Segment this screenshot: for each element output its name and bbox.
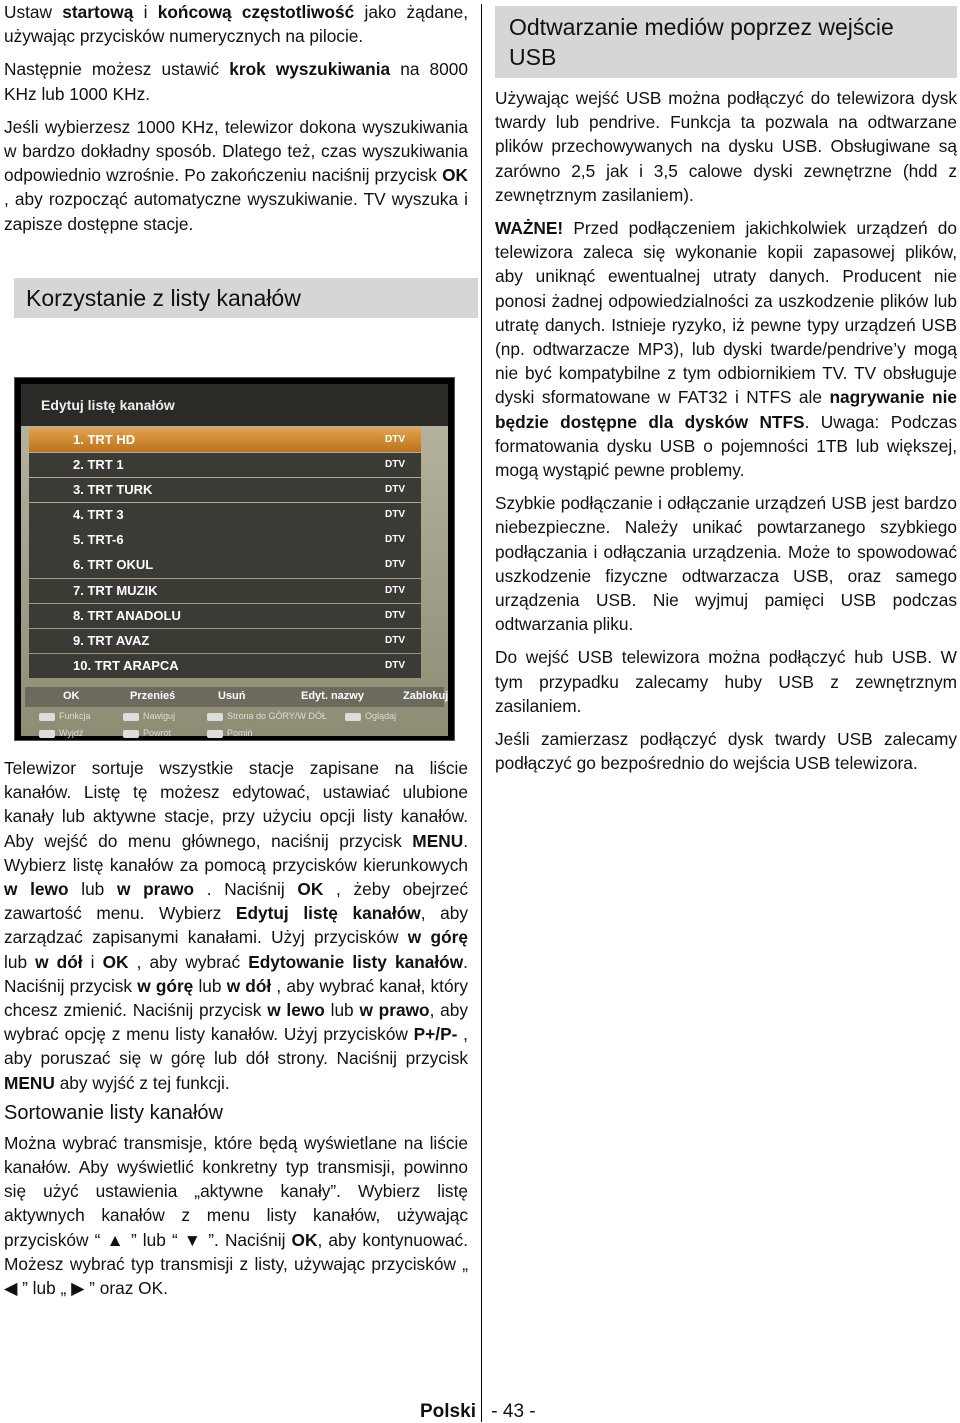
paragraph-usb-hub: Do wejść USB telewizora można podłączyć hub USB. W tym przypadku zalecamy huby USB z zewnętrznym zasilaniem. [495, 647, 957, 716]
menu-delete: Usuń [218, 690, 246, 702]
channel-row [29, 453, 421, 477]
channel-type: DTV [385, 634, 405, 646]
paragraph-channel-list: Telewizor sortuje wszystkie stacje zapisane na liście kanałów. Listę tę możesz edytować, ustawiać ulubione kanały lub aktywne stacje, przy użyciu opcji listy kanałów. Aby wejść do menu głównego, naciśnij przycisk MENU. Wybierz listę kanałów za pomocą przycisków kierunkowych w lewo lub w prawo . Naciśnij OK , żeby obejrzeć zawartość menu. Wybierz Edytuj listę kanałów, aby zarządzać zapisanymi kanałami. Użyj przycisków w górę lub w dół i OK , aby wybrać Edytowanie listy kanałów. Naciśnij przycisk w górę lub w dół , aby wybrać kanał, który chcesz zmienić. Naciśnij przycisk w lewo lub w prawo, aby wybrać opcję z menu listy kanałów. Użyj przycisków P+/P- , aby poruszać się w górę lub dół strony. Naciśnij przycisk MENU aby wyjść z tej funkcji. [4, 758, 469, 1093]
paragraph-1000khz: Jeśli wybierzesz 1000 KHz, telewizor dokona wyszukiwania w bardzo dokładny sposób. Dlatego też, czas wyszukiwania odpowiednio wzrośnie. Po zakończeniu naciśnij przycisk OK , aby rozpocząć automatyczne wyszukiwanie. TV wyszuka i zapisze dostępne stacje. [4, 116, 468, 234]
page-footer [420, 1401, 536, 1423]
channel-list-screenshot [14, 377, 455, 741]
paragraph-frequency: Ustaw startową i końcową częstotliwość jako żądane, używając przycisków numerycznych na pilocie. [4, 2, 468, 47]
screenshot-menu-bar [25, 687, 449, 707]
channel-type: DTV [385, 534, 405, 546]
channel-name: 5. TRT-6 [73, 532, 124, 548]
channel-name: 6. TRT OKUL [73, 557, 154, 573]
channel-type: DTV [385, 559, 405, 571]
paragraph-usb-hotplug: Szybkie podłączanie i odłączanie urządzeń USB jest bardzo niebezpieczne. Należy unikać powtarzanego szybkiego podłączania i odłączania urządzenia. Może to spowodować uszkodzenie fizyczne odtwarzacza USB, oraz samego urządzenia USB. Nie wyjmuj pamięci USB podczas odtwarzania pliku. [495, 493, 957, 635]
channel-type: DTV [385, 509, 405, 521]
channel-row [29, 428, 421, 452]
paragraph-usb-important: WAŻNE! Przed podłączeniem jakichkolwiek urządzeń do telewizora zaleca się wykonanie kopii zapasowej plików, aby uniknąć ewentualnej utraty danych. Producent nie ponosi żadnej odpowiedzialności za uszkodzenie plików lub utratę danych. Istnieje ryzyko, iż pewne typy urządzeń USB (np. odtwarzacze MP3), lub dyski twarde/pendrive’y mogą nie być kompatybilne z tym odbiornikiem TV. TV obsługuje dyski sformatowane w FAT32 i NTFS ale nagrywanie nie będzie dostępne dla dysków NTFS. Uwaga: Podczas formatowania dysku USB o pojemności 1TB lub większej, mogą wystąpić pewne problemy. [495, 218, 957, 481]
screenshot-title: Edytuj listę kanałów [21, 384, 448, 426]
channel-type: DTV [385, 434, 405, 445]
channel-row [29, 503, 421, 527]
channel-name: 3. TRT TURK [73, 482, 153, 498]
channel-type: DTV [385, 609, 405, 621]
channel-row [29, 528, 421, 552]
paragraph-sorting: Można wybrać transmisje, które będą wyświetlane na liście kanałów. Aby wyświetlić konkretny typ transmisji, powinno się użyć ustawienia „aktywne kanały”. Wybierz listę aktywnych kanałów z menu listy kanałów, używając przycisków “ ▲ ” lub “ ▼ ”. Naciśnij OK, aby kontynuować. Możesz wybrać typ transmisji z listy, używając przycisków „ ◀ ” lub „ ▶ ” oraz OK. [4, 1132, 468, 1299]
channel-type: DTV [385, 459, 405, 471]
paragraph-search-step: Następnie możesz ustawić krok wyszukiwania na 8000 KHz lub 1000 KHz. [4, 59, 468, 104]
section-heading-usb: Odtwarzanie mediów poprzez wejście USB [495, 6, 957, 78]
channel-row [29, 553, 421, 577]
paragraph-usb-hdd: Jeśli zamierzasz podłączyć dysk twardy USB zalecamy podłączyć go bezpośrednio do wejścia USB telewizora. [495, 729, 957, 774]
channel-list [29, 428, 421, 679]
right-column [495, 0, 957, 775]
channel-name: 4. TRT 3 [73, 507, 124, 523]
channel-row [29, 604, 421, 628]
menu-ok: OK [63, 690, 80, 702]
paragraph-usb-intro: Używając wejść USB można podłączyć do telewizora dysk twardy lub pendrive. Funkcja ta pozwala na odtwarzane plików przechowywanych na dysku USB. Obsługiwane są zarówno 2,5 jak i 3,5 calowe dyski zewnętrzne (hdd z zewnętrznym zasilaniem). [495, 88, 957, 205]
channel-name: 7. TRT MUZIK [73, 582, 158, 598]
menu-move: Przenieś [130, 690, 176, 702]
channel-type: DTV [385, 584, 405, 596]
channel-name: 9. TRT AVAZ [73, 632, 150, 648]
footer-page-number: - 43 - [491, 1401, 536, 1422]
left-column-lower [4, 756, 468, 1300]
screenshot-legend: Funkcja Wyjdź Nawiguj Powrót Strona do GÓRY/W DÓŁ Pomiń Oglądaj [25, 709, 444, 743]
channel-name: 8. TRT ANADOLU [73, 607, 181, 623]
menu-lock: Zablokuj [403, 690, 449, 702]
channel-name: 1. TRT HD [73, 432, 136, 447]
channel-row [29, 579, 421, 603]
channel-name: 10. TRT ARAPCA [73, 657, 179, 673]
channel-type: DTV [385, 484, 405, 496]
channel-row [29, 654, 421, 678]
footer-language: Polski [420, 1401, 476, 1422]
channel-row [29, 478, 421, 502]
column-divider [481, 4, 482, 1422]
channel-row [29, 629, 421, 653]
section-heading-channel-list: Korzystanie z listy kanałów [14, 278, 478, 318]
sub-heading-sorting: Sortowanie listy kanałów [4, 1101, 223, 1124]
menu-edit-name: Edyt. nazwy [301, 690, 364, 702]
channel-type: DTV [385, 659, 405, 671]
channel-name: 2. TRT 1 [73, 457, 124, 473]
left-column [4, 0, 468, 318]
